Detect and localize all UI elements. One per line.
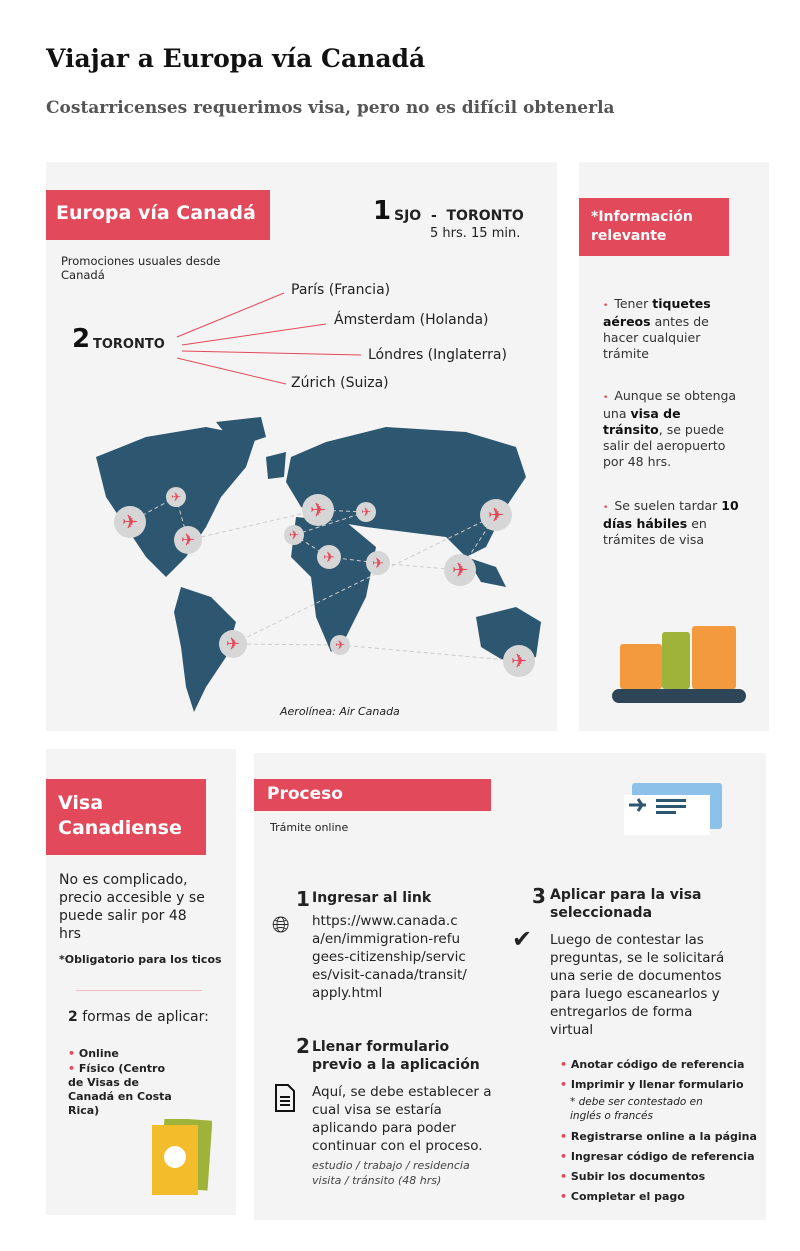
svg-text:✈: ✈ <box>371 555 385 572</box>
svg-text:✈: ✈ <box>309 498 327 522</box>
forms-label: 2 formas de aplicar: <box>68 1009 209 1025</box>
airport-pin-icon <box>166 487 186 507</box>
airport-pin-icon <box>444 554 476 586</box>
ticket-icon <box>624 783 724 839</box>
svg-text:✈: ✈ <box>510 649 528 673</box>
svg-text:✈: ✈ <box>225 633 241 654</box>
svg-text:✈: ✈ <box>451 558 469 582</box>
destination: Zúrich (Suiza) <box>291 375 389 391</box>
svg-text:✈: ✈ <box>360 505 372 519</box>
step1-number: 1 <box>373 196 392 226</box>
info-heading: *Información relevante <box>579 198 729 256</box>
visa-types: estudio / trabajo / residencia visita / tránsito (48 hrs) <box>312 1159 470 1187</box>
luggage-icon <box>612 614 746 706</box>
checklist-item: • Imprimir y llenar formulario <box>560 1078 744 1091</box>
proceso-heading: Proceso <box>254 779 491 811</box>
world-map <box>86 417 556 717</box>
step3-title: Aplicar para la visa seleccionada <box>550 887 702 921</box>
airport-pin-icon <box>503 645 535 677</box>
airline-label: Aerolínea: Air Canada <box>280 705 400 718</box>
destination: Ámsterdam (Holanda) <box>334 312 489 328</box>
visa-description: No es complicado, precio accesible y se puede salir por 48 hrs <box>59 872 205 942</box>
europa-heading: Europa vía Canadá <box>46 190 270 240</box>
airport-pin-icon <box>356 502 376 522</box>
step2-text: Aquí, se debe establecer a cual visa se estaría aplicando para poder continuar con el proceso. <box>312 1084 492 1154</box>
svg-text:✈: ✈ <box>288 528 300 542</box>
form-language-note: * debe ser contestado en inglés o francés <box>570 1096 703 1122</box>
checklist-item: • Registrarse online a la página <box>560 1130 757 1143</box>
step1-number: 1 <box>296 887 310 911</box>
divider <box>76 990 202 991</box>
europa-panel <box>46 162 557 731</box>
step1-title: Ingresar al link <box>312 890 432 906</box>
airport-pin-icon <box>317 545 341 569</box>
svg-text:✈: ✈ <box>170 490 182 504</box>
airport-pin-icon <box>480 499 512 531</box>
info-item: • Aunque se obtenga una visa de tránsito, se puede salir del aeropuerto por 48 hrs. <box>603 388 737 469</box>
step3-text: Luego de contestar las preguntas, se le solicitará una serie de documentos para luego escanearlos y entregarlos de forma virtual <box>550 932 725 1038</box>
svg-text:✈: ✈ <box>180 529 196 550</box>
info-item: • Se suelen tardar 10 días hábiles en trámites de visa <box>603 498 739 547</box>
step2-title: Llenar formulario previo a la aplicación <box>312 1039 480 1073</box>
option-fisico: • Físico (Centro de Visas de Canadá en Costa Rica) <box>68 1062 172 1117</box>
step2-number: 2 <box>296 1034 310 1058</box>
promo-text: Promociones usuales desde Canadá <box>61 254 221 282</box>
destination: Lóndres (Inglaterra) <box>368 347 507 363</box>
hub-label: TORONTO <box>93 337 165 352</box>
svg-text:✈: ✈ <box>322 549 336 566</box>
airport-pin-icon <box>174 526 202 554</box>
application-link[interactable]: https://www.canada.ca/en/immigration-refugees-citizenship/services/visit-canada/transit/apply.html <box>312 913 467 1001</box>
visa-note: *Obligatorio para los ticos <box>59 953 222 966</box>
page-subtitle: Costarricenses requerimos visa, pero no es difícil obtenerla <box>46 98 615 118</box>
checklist-item: • Anotar código de referencia <box>560 1058 745 1071</box>
option-online: • Online <box>68 1047 119 1060</box>
airport-pin-icon <box>284 525 304 545</box>
route: SJO - TORONTO <box>394 208 524 224</box>
step3-number: 3 <box>532 884 546 908</box>
visa-heading: Visa Canadiense <box>46 779 206 855</box>
duration: 5 hrs. 15 min. <box>430 226 521 241</box>
step2-number: 2 <box>72 324 91 354</box>
info-panel <box>579 162 769 731</box>
svg-text:✈: ✈ <box>334 638 346 652</box>
checklist-item: • Ingresar código de referencia <box>560 1150 755 1163</box>
passport-icon <box>152 1119 212 1195</box>
globe-icon: 🌐︎ <box>272 913 290 938</box>
flight-path <box>233 644 340 645</box>
visa-panel <box>46 749 236 1215</box>
airport-pin-icon <box>302 494 334 526</box>
info-item: • Tener tiquetes aéreos antes de hacer cualquier trámite <box>603 296 711 361</box>
proceso-panel <box>254 753 766 1220</box>
checklist-item: • Completar el pago <box>560 1190 685 1203</box>
proceso-subtitle: Trámite online <box>270 821 349 834</box>
airport-pin-icon <box>219 630 247 658</box>
checkmark-icon: ✔ <box>512 925 533 953</box>
page-title: Viajar a Europa vía Canadá <box>46 44 426 73</box>
destination: París (Francia) <box>291 282 391 298</box>
svg-text:✈: ✈ <box>121 510 139 534</box>
document-icon <box>274 1083 296 1113</box>
checklist-item: • Subir los documentos <box>560 1170 706 1183</box>
checklist <box>560 1055 770 1207</box>
svg-text:✈: ✈ <box>487 503 505 527</box>
airport-pin-icon <box>366 551 390 575</box>
airport-pin-icon <box>330 635 350 655</box>
airport-pin-icon <box>114 506 146 538</box>
